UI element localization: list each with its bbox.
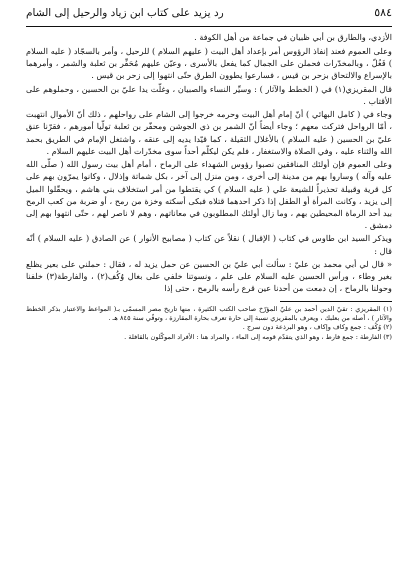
footnote: (٣) الفارطة : جمع فارط ، وهو الذي يتقدّم قومه إلى الماء ، والمراد هنا : الأفراد الموكّلون بالقافلة . <box>124 332 392 341</box>
paragraph: وعلى العموم فإن أولئك المنافقين نصبوا رؤوس الشهداء على الرماح ، أمام أهل بيت رسول الله ( صلّى الله عليه وآله ) وساروا بهم من مدينة إلى أخرى ، ومن منزل إلى آخر ، بكل شماتة وإذلال ، وكانوا يمرّون بهم على كل قرية وقبيلة تحذيراً للشيعة علي ( عليه السلام ) كي يقتطوا من أمر استخلاف بني هاشم ، ويحقّلوا الميل إلى يزيد ، وكانت المرأة أو الطفل إذا ذكر احدهما قتلاه فبكى أسكته وخزة من رمح ، أو ضربة من كعب الرمح بيد أحد الرماة المحيطين بهم ، وما زال أولئك المطلوبون في معاناتهم ، وهم لا ناصر لهم ، حتّى انتهوا بهم إلى دمشق . <box>26 159 392 230</box>
footnote: (٢) وُكُف : جمع وكاف وإكاف ، وهو البرذعة دون سرج . <box>242 323 392 332</box>
paragraph: « قال لي أبي محمد بن عليّ : سألت أبي عليّ بن الحسين عن حمل يزيد له ، فقال : حملني على بعير يظلع بغير وطاء ، ورأس الحسين عليه السلام على علم ، ونسوتنا خلفي على بغال وُكُف(٢) ، والفارطة(٣) خلفنا وحولنا بالرماح ، إن دمعت من أحدنا عين قرع رأسه بالرمح ، حتى إذا <box>26 259 392 294</box>
paragraph: ويذكر السيد ابن طاوس في كتاب ( الإقبال ) نقلاً عن كتاب ( مصابيح الأنوار ) عن الصادق ( عليه السلام ) أنّه قال : <box>26 233 392 256</box>
header-rule <box>26 26 392 27</box>
paragraph: الأزدي، والطارق بن أبي ظبيان في جماعة من أهل الكوفة . <box>194 32 392 42</box>
paragraph: قال المقريزي(١) في ( الخطط والآثار ) : وسيِّر النساء والصبيان ، وغلّت يدا عليّ بن الحسين ، وحملوهم على الأقتاب . <box>26 83 392 106</box>
running-title: رد يزيد على كتاب ابن زياد والرحيل إلى الشام <box>26 7 224 19</box>
paragraph: وجاء في ( كامل البهائي ) أنّ إمام أهل البيت وحرمه خرجوا إلى الشام على رواحلهم ، ذلك أنّ الأموال انتهبت ، أمّا الرواحل فتركت معهم ؛ وجاء أيضاً أنّ الشمر بن ذي الجوشن ومحفّر بن ثعلبة تولّيا أمورهم ، فقرّنا عنق عليّ بن الحسين ( عليه السلام ) بالأغلال الثقيلة ، كما قيّدا يديه إلى عنقه ، واشتغل الإمام في الطريق بحمد الله والثناء عليه ، وفي الصلاة والاستغفار ، فلم يكن ليكلّم أحداً سوى مخدّرات أهل البيت عليهم السلام . <box>26 109 392 156</box>
page-number: ٥٨٤ <box>374 6 392 19</box>
footnote: (١) المقريزي : تقيّ الدين أحمد بن عليّ المؤرّخ صاحب الكتب الكثيرة ، منها تاريخ مصر المسمّى بـ( المواعظ والاعتبار بذكر الخطط والآثار ) ، أصله من بعلبك ، ويعرف بالمقريزي نسبة إلى حارة تعرف بحارة المقارزة ، وتوفّي سنة ٨٤٥ هـ . <box>26 304 392 322</box>
paragraph: وعلى العموم فعند إنفاذ الرؤوس أمر بإعداد أهل البيت ( عليهم السلام ) للرحيل ، وأمر بالسجّاد ( عليه السلام ) فَغُلّ ، وبالمخدّرات فحملن على الجمال كما يفعل بالأسرى ، وعيّن عليهم مُحَفِّر بن ثعلبة والشمر ، وأمرهما بالإسراع والالتحاق بزحر بن قيس ، فسارعوا يطوون الطرق حتّى انتهوا إلى زحر بن قيس . <box>26 45 392 80</box>
footnotes <box>26 305 392 343</box>
book-page <box>26 6 392 576</box>
body-text <box>26 31 392 295</box>
running-header <box>26 6 392 24</box>
footnote-separator <box>280 301 392 302</box>
